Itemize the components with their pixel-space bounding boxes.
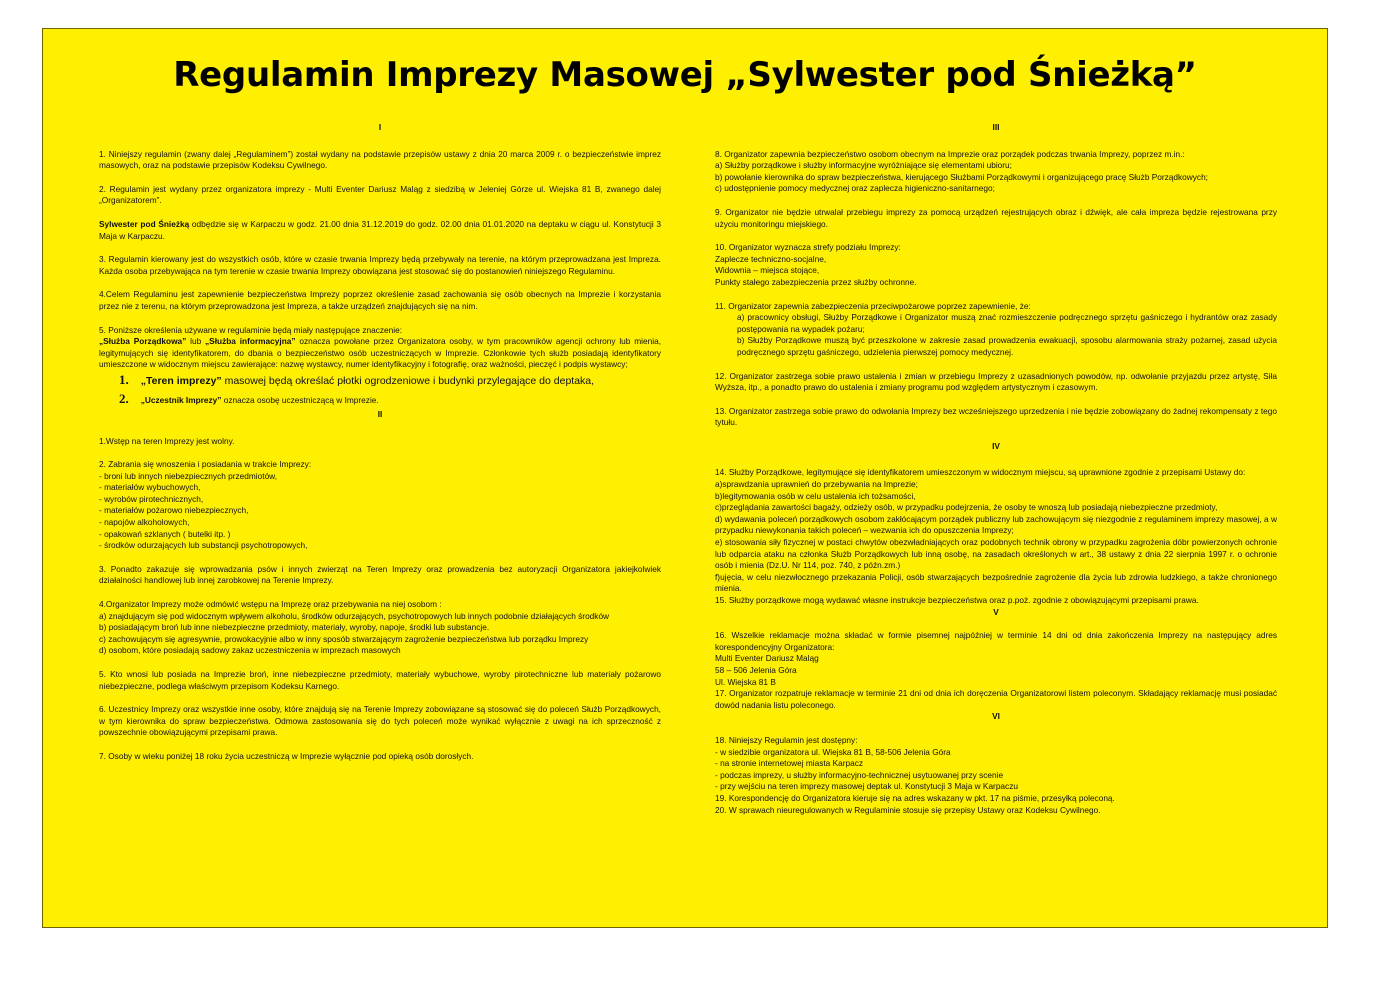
paragraph-17: 17. Organizator rozpatruje reklamacje w terminie 21 dni od dnia ich doręczenia Organizatorowi listem poleconym. Składający reklamację musi posiadać dowód nadania listu poleconego. — [715, 688, 1277, 710]
paragraph-9: 9. Organizator nie będzie utrwalał przebiegu imprezy za pomocą urządzeń rejestrujących obraz i dźwięk, ale cała impreza będzie rejestrowana przy użyciu monitoringu miejskiego. — [715, 206, 1277, 229]
definition-1: 1. „Teren imprezy” masowej będą określać płotki ogrodzeniowe i budynki przylegające do deptaka, — [119, 371, 595, 387]
event-name: Sylwester pod Śnieżką — [99, 218, 190, 229]
paragraph-2-1: 1.Wstęp na teren Imprezy jest wolny. — [99, 435, 235, 446]
paragraph-event: Sylwester pod Śnieżką odbędzie się w Karpaczu w godz. 21.00 dnia 31.12.2019 do godz. 02.00 dnia 01.01.2020 na deptaku w ciągu ul. Konstytucji 3 Maja w Karpaczu. — [99, 218, 661, 241]
left-column — [99, 122, 661, 775]
paragraph-3: 3. Regulamin kierowany jest do wszystkich osób, które w czasie trwania Imprezy będą przebywały na terenie, na którym przeprowadzana jest Impreza. Każda osoba przebywająca na tym terenie w czasie trwania Imprezy obowiązana jest stosować się do postanowień niniejszego Regulaminu. — [99, 254, 661, 276]
paragraph-2-4: 4.Organizator Imprezy może odmówić wstępu na Imprezę oraz przebywania na niej osobom : a) znajdującym się pod widocznym wpływem alkoholu, środków odurzających, psychotropowych lub innych podobnie działających środków b) posiadającym broń lub inne niebezpieczne przedmioty, materiały, wyroby, napoje, środki lub substancje. c) zachowującym się agresywnie, prowokacyjnie albo w inny sposób stwarzającym zagrożenie bezpieczeństwa lub porządku Imprezy d) osobom, które posiadają sadowy zakaz uczestniczenia w imprezach masowych — [99, 599, 610, 656]
paragraph-12: 12. Organizator zastrzega sobie prawo ustalenia i zmian w przebiegu Imprezy z uzasadnionych powodów, np. odwołanie przyjazdu przez artystę, Siła Wyższa, itp., a ponadto prawo do ustalenia i zmiany programu pod względem artystycznym i czasowym. — [715, 370, 1277, 393]
section-heading-vi: VI — [992, 711, 1000, 722]
paragraph-15: 15. Służby porządkowe mogą wydawać własne instrukcje bezpieczeństwa oraz p.poż. zgodnie z obowiązującymi przepisami prawa. — [715, 595, 1199, 605]
paragraph-1: 1. Niniejszy regulamin (zwany dalej „Regulaminem”) został wydany na podstawie przepisów ustawy z dnia 20 marca 2009 r. o bezpieczeństwie imprez masowych, oraz na podstawie przepisów Kodeksu Cywilnego. — [99, 148, 661, 171]
paragraph-2-5: 5. Kto wnosi lub posiada na Imprezie broń, inne niebezpieczne przedmioty, materiały wybuchowe, wyroby pirotechniczne lub materiały pożarowo niebezpieczne, podlega właściwym przepisom Kodeksu Karnego. — [99, 669, 661, 691]
paragraph-2-6: 6. Uczestnicy Imprezy oraz wszystkie inne osoby, które znajdują się na Terenie Imprezy zobowiązane są stosować się do poleceń Służb Porządkowych, w tym kierownika do spraw bezpieczeństwa. Odmowa zastosowania się do tych poleceń może wynikać wyłącznie z uwagi na ich sprzeczność z powszechnie obowiązującymi przepisami prawa. — [99, 704, 661, 738]
definition-2: 2. „Uczestnik Imprezy” oznacza osobę uczestniczącą w Imprezie. — [119, 390, 379, 406]
regulation-poster — [42, 28, 1328, 928]
paragraph-13: 13. Organizator zastrzega sobie prawo do odwołania Imprezy bez wcześniejszego uprzedzenia i nie będzie zobowiązany do żadnej rekompensaty z tego tytułu. — [715, 405, 1277, 428]
paragraph-8: 8. Organizator zapewnia bezpieczeństwo osobom obecnym na Imprezie oraz porządek podczas trwania Imprezy, poprzez m.in.: a) Służby porządkowe i służby informacyjne wyróżniające się elementami ubioru; b) powołanie kierownika do spraw bezpieczeństwa, kierującego Służbami Porządkowymi i organizującego pracę Służb Porządkowych; c) udostępnienie pomocy medycznej oraz zaplecza higieniczno-sanitarnego; — [715, 148, 1208, 194]
section-heading-i: I — [378, 122, 382, 132]
paragraph-16: 16. Wszelkie reklamacje można składać w formie pisemnej najpóźniej w terminie 14 dni od dnia zakończenia Imprezy na następujący adres korespondencyjny Organizatora: Multi Eventer Dariusz Maląg 58 – 506 Jelenia Góra Ul. Wiejska 81 B 17. Organizator rozpatruje reklamacje w terminie 21 dni od dnia ich doręczenia Organizatorowi listem poleconym. Składający reklamację musi posiadać dowód nadania listu poleconego. — [715, 630, 1277, 710]
paragraph-2: 2. Regulamin jest wydany przez organizatora imprezy - Multi Eventer Dariusz Maląg z siedzibą w Jeleniej Górze ul. Wiejska 81 B, zwanego dalej „Organizatorem”. — [99, 183, 661, 206]
paragraph-11: 11. Organizator zapewnia zabezpieczenia przeciwpożarowe poprzez zapewnienie, że: a) pracownicy obsługi, Służby Porządkowe i Organizator muszą znać rozmieszczenie podręcznego sprzętu gaśniczego i hydrantów oraz zasady postępowania na wypadek pożaru; b) Służby Porządkowe muszą być przeszkolone w zakresie zasad prowadzenia ewakuacji, sposobu alarmowania straży pożarnej, zasad użycia podręcznego sprzętu gaśniczego, udzielenia pierwszej pomocy medycznej. — [715, 300, 1277, 357]
paragraph-2-7: 7. Osoby w wieku poniżej 18 roku życia uczestniczą w Imprezie wyłącznie pod opieką osób dorosłych. — [99, 750, 474, 761]
paragraph-5: 5. Poniższe określenia używane w regulaminie będą miały następujące znaczenie: „Służba Porządkowa” lub „Służba informacyjna” oznacza powołane przez Organizatora osoby, w tym pracowników agencji ochrony lub mienia, legitymujących się identyfikatorem, do dbania o bezpieczeństwo osób uczestniczących w Imprezie. Członkowie tych służb posiadają identyfikatory umieszczone w widocznym miejscu zawierające: nazwę wystawcy, numer identyfikacyjny i fotografię, oraz ważności, pieczęć i podpis wystawcy; — [99, 324, 661, 370]
right-column — [715, 122, 1277, 828]
paragraph-2-3: 3. Ponadto zakazuje się wprowadzania psów i innych zwierząt na Teren Imprezy oraz prowadzenia bez autoryzacji Organizatora jakiejkolwiek działalności handlowej lub innej zarobkowej na Terenie Imprezy. — [99, 563, 661, 586]
poster-title: Regulamin Imprezy Masowej „Sylwester pod Śnieżką” — [173, 55, 1197, 95]
paragraph-10: 10. Organizator wyznacza strefy podziału Imprezy: Zaplecze techniczno-socjalne, Widownia – miejsca stojące, Punkty stałego zabezpieczenia przez służby ochronne. — [715, 242, 917, 287]
section-heading-ii: II — [377, 408, 383, 419]
paragraph-4: 4.Celem Regulaminu jest zapewnienie bezpieczeństwa Imprezy poprzez określenie zasad zachowania się osób obecnych na Imprezie i korzystania przez nie z terenu, na którym przeprowadzona jest Impreza, a także urządzeń znajdujących się na nim. — [99, 289, 661, 311]
section-heading-iv: IV — [992, 440, 1000, 451]
paragraph-14: 14. Służby Porządkowe, legitymujące się identyfikatorem umieszczonym w widocznym miejscu, są uprawnione zgodnie z przepisami Ustawy do: a)sprawdzania uprawnień do przebywania na Imprezie; b)legitymowania osób w celu ustalenia ich tożsamości, c)przeglądania zawartości bagaży, odzieży osób, w przypadku podejrzenia, że osoby te wnoszą lub posiadają niebezpieczne przedmioty, d) wydawania poleceń porządkowych osobom zakłócającym porządek publiczny lub zachowującym się niezgodnie z regulaminem imprezy masowej, a w przypadku niewykonania takich poleceń – wezwania ich do opuszczenia Imprezy; e) stosowania siły fizycznej w postaci chwytów obezwładniających oraz podobnych technik obrony w przypadku zagrożenia dóbr powierzonych ochronie lub odparcia ataku na członka Służb Porządkowych lub inną osobę, na zasadach określonych w art., 38 ustawy z dnia 22 sierpnia 1997 r. o ochronie osób i mienia (Dz.U. Nr 114, poz. 740, z późn.zm.) f)ujęcia, w celu niezwłocznego przekazania Policji, osób stwarzających bezpośrednie zagrożenie dla życia lub zdrowia ludzkiego, a także chronionego mienia. 15. Służby porządkowe mogą wydawać własne instrukcje bezpieczeństwa oraz p.poż. zgodnie z obowiązującymi przepisami prawa. — [715, 467, 1277, 605]
paragraph-2-2: 2. Zabrania się wnoszenia i posiadania w trakcie Imprezy: - broni lub innych niebezpiecznych przedmiotów, - materiałów wybuchowych, - wyrobów pirotechnicznych, - materiałów pożarowo niebezpiecznych, - napojów alkoholowych, - opakowań szklanych ( butelki itp. ) - środków odurzających lub substancji psychotropowych, — [99, 459, 312, 551]
section-heading-v: V — [993, 606, 999, 617]
paragraph-18: 18. Niniejszy Regulamin jest dostępny: - w siedzibie organizatora ul. Wiejska 81 B, 58-506 Jelenia Góra - na stronie internetowej miasta Karpacz - podczas imprezy, u służby informacyjno-technicznej usytuowanej przy scenie - przy wejściu na teren imprezy masowej deptak ul. Konstytucji 3 Maja w Karpaczu 19. Korespondencję do Organizatora kieruje się na adres wskazany w pkt. 17 na piśmie, przesyłką poleconą. 20. W sprawach nieuregulowanych w Regulaminie stosuje się przepisy Ustawy oraz Kodeksu Cywilnego. — [715, 734, 1115, 815]
section-heading-iii: III — [992, 122, 1000, 132]
